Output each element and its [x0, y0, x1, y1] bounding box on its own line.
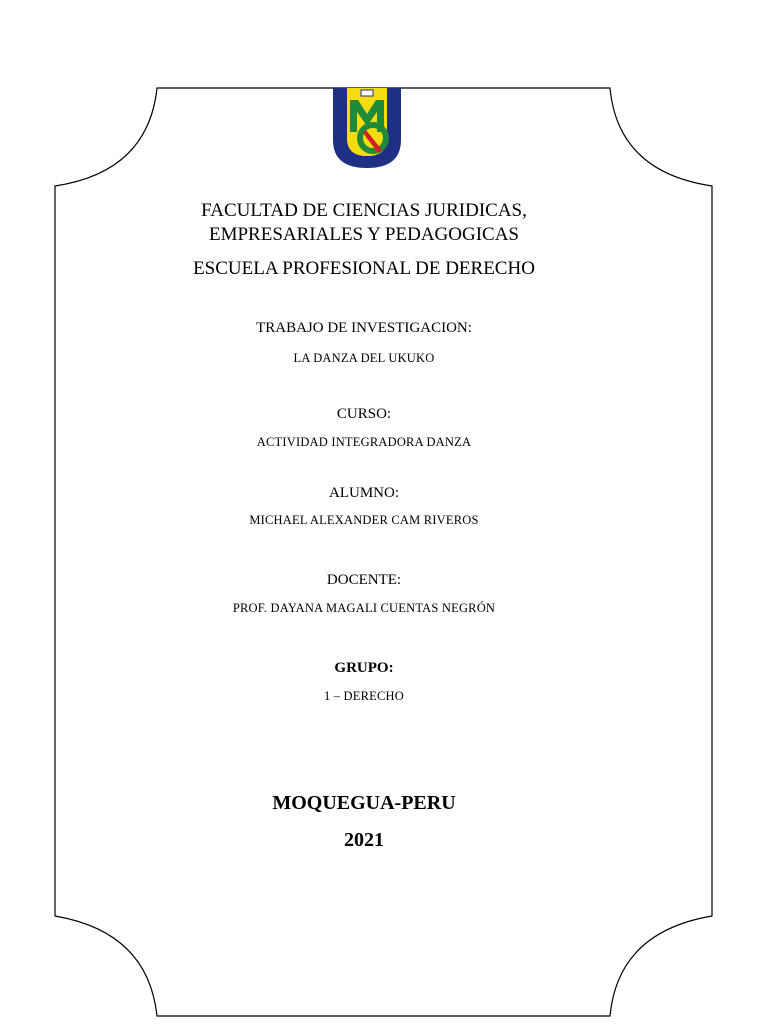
facultad-line-2: EMPRESARIALES Y PEDAGOGICAS — [208, 224, 519, 245]
docente-label: DOCENTE: — [326, 572, 402, 588]
alumno-label: ALUMNO: — [329, 485, 399, 501]
grupo-label: GRUPO: — [334, 660, 394, 676]
facultad-line-1: FACULTAD DE CIENCIAS JURIDICAS, — [201, 200, 527, 221]
curso-value: ACTIVIDAD INTEGRADORA DANZA — [256, 435, 472, 449]
grupo-value: 1 – DERECHO — [324, 689, 404, 703]
university-crest-icon — [330, 86, 404, 170]
trabajo-value: LA DANZA DEL UKUKO — [293, 351, 435, 365]
year-title: 2021 — [344, 829, 384, 851]
place-title: MOQUEGUA-PERU — [272, 792, 456, 814]
docente-value: PROF. DAYANA MAGALI CUENTAS NEGRÓN — [232, 601, 496, 615]
alumno-value: MICHAEL ALEXANDER CAM RIVEROS — [249, 513, 479, 527]
escuela-title: ESCUELA PROFESIONAL DE DERECHO — [193, 258, 535, 279]
curso-label: CURSO: — [336, 406, 392, 422]
trabajo-label: TRABAJO DE INVESTIGACION: — [256, 320, 472, 336]
